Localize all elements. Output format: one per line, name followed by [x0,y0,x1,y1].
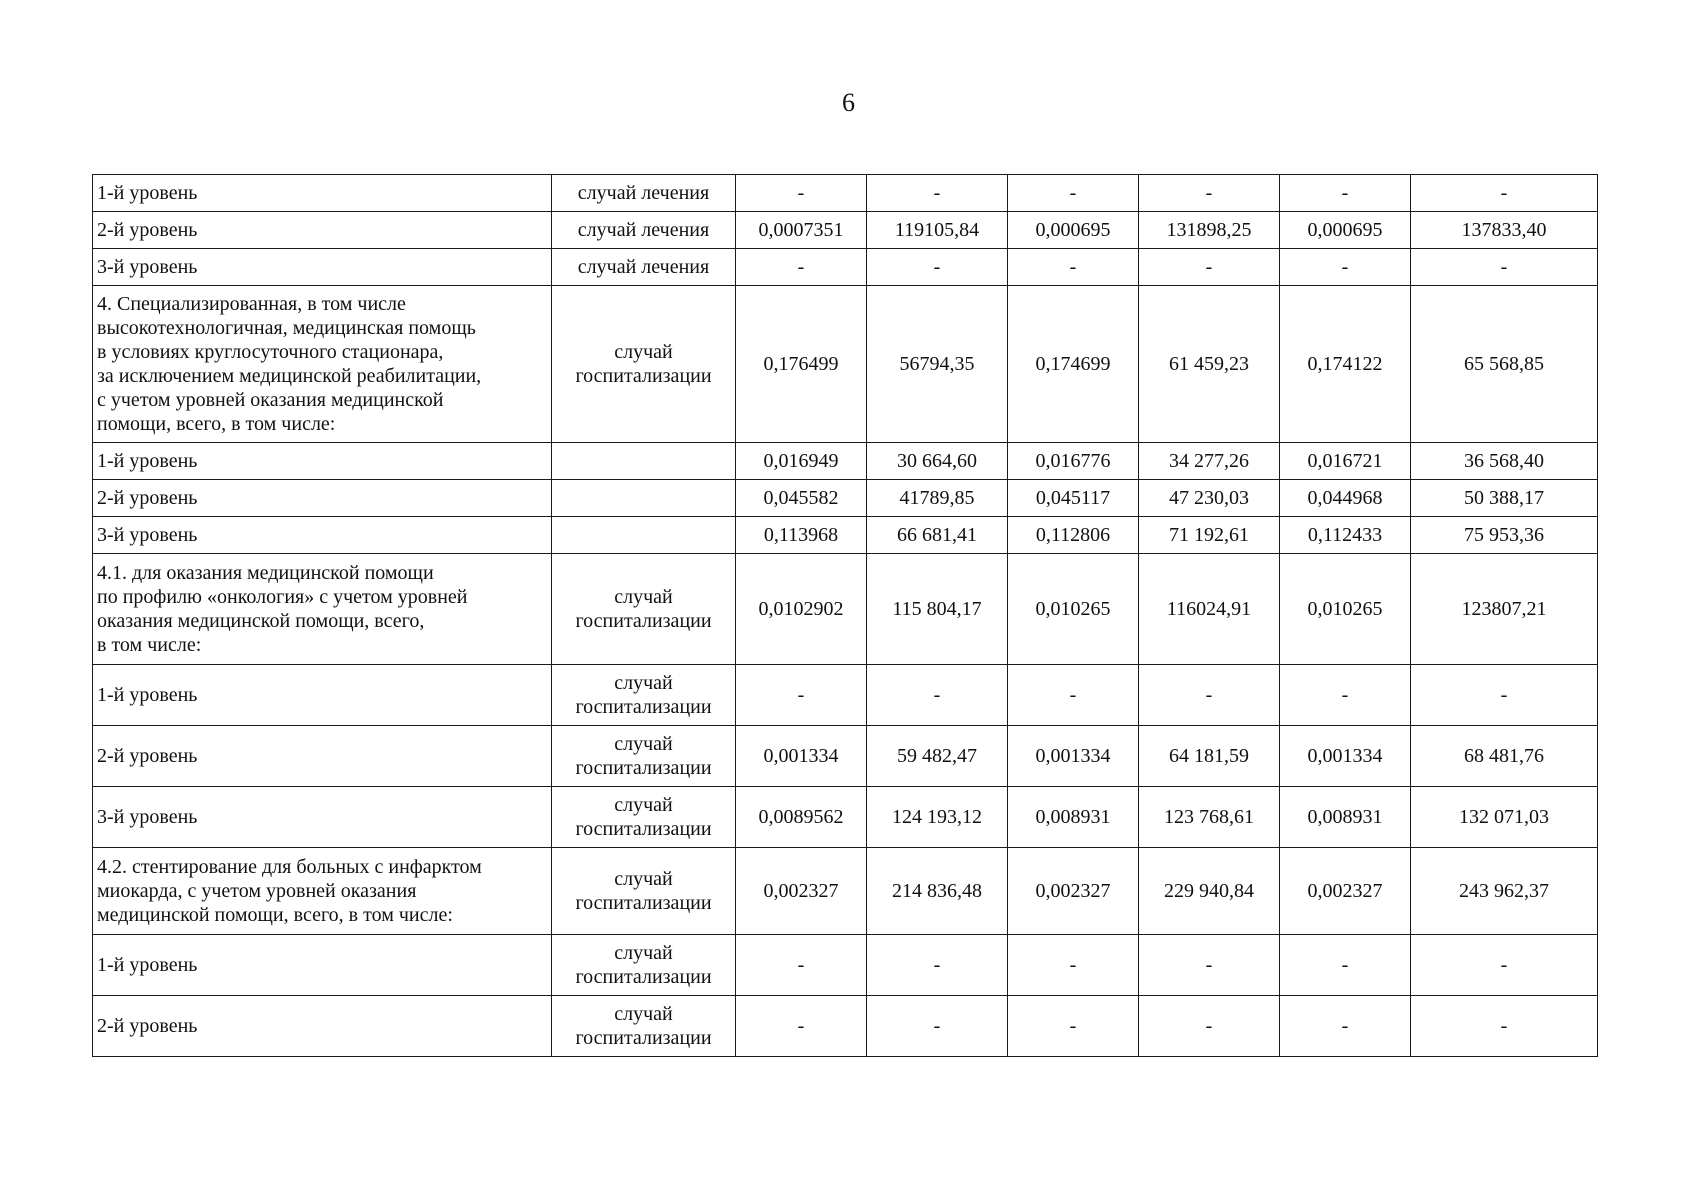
value-cell: 0,0089562 [736,787,867,848]
value-cell: - [1139,249,1280,286]
table-row [93,249,1598,286]
value-cell: - [1411,665,1598,726]
table-body [93,175,1598,1057]
value-cell: 0,001334 [1008,726,1139,787]
unit-cell: случай лечения [552,212,736,249]
table-row [93,996,1598,1057]
table-row [93,480,1598,517]
value-cell: - [1139,175,1280,212]
value-cell: 0,000695 [1008,212,1139,249]
value-cell: - [1008,996,1139,1057]
value-cell: - [736,249,867,286]
value-cell: - [867,935,1008,996]
value-cell: 50 388,17 [1411,480,1598,517]
value-cell: 0,174122 [1280,286,1411,443]
row-label: 2-й уровень [93,212,552,249]
value-cell: 0,045117 [1008,480,1139,517]
value-cell: - [1280,249,1411,286]
row-label: 3-й уровень [93,249,552,286]
value-cell: - [1411,249,1598,286]
value-cell: - [1411,935,1598,996]
value-cell: 68 481,76 [1411,726,1598,787]
value-cell: - [1008,175,1139,212]
value-cell: 0,008931 [1280,787,1411,848]
table-row [93,286,1598,443]
value-cell: - [867,175,1008,212]
value-cell: 61 459,23 [1139,286,1280,443]
row-label: 4. Специализированная, в том числе высокотехнологичная, медицинская помощь в условиях круглосуточного стационара, за исключением медицинской реабилитации, с учетом уровней оказания медицинской помощи, всего, в том числе: [93,286,552,443]
value-cell: 0,016721 [1280,443,1411,480]
value-cell: - [1139,935,1280,996]
value-cell: - [1008,665,1139,726]
value-cell: 0,112433 [1280,517,1411,554]
row-label: 1-й уровень [93,443,552,480]
value-cell: 243 962,37 [1411,848,1598,935]
table-row [93,848,1598,935]
value-cell: 41789,85 [867,480,1008,517]
value-cell: 0,0007351 [736,212,867,249]
value-cell: - [1280,175,1411,212]
value-cell: 0,001334 [1280,726,1411,787]
value-cell: - [867,249,1008,286]
value-cell: 0,016949 [736,443,867,480]
value-cell: 123 768,61 [1139,787,1280,848]
unit-cell [552,480,736,517]
unit-cell: случай госпитализации [552,665,736,726]
value-cell: 0,176499 [736,286,867,443]
value-cell: 0,010265 [1008,554,1139,665]
row-label: 1-й уровень [93,175,552,212]
table-row [93,175,1598,212]
value-cell: - [1139,996,1280,1057]
value-cell: 0,174699 [1008,286,1139,443]
value-cell: 0,002327 [1280,848,1411,935]
value-cell: 66 681,41 [867,517,1008,554]
value-cell: 123807,21 [1411,554,1598,665]
value-cell: 65 568,85 [1411,286,1598,443]
unit-cell: случай лечения [552,175,736,212]
value-cell: - [736,996,867,1057]
value-cell: 0,045582 [736,480,867,517]
value-cell: 0,016776 [1008,443,1139,480]
row-label: 1-й уровень [93,665,552,726]
unit-cell: случай госпитализации [552,554,736,665]
table-row [93,554,1598,665]
unit-cell: случай госпитализации [552,935,736,996]
value-cell: 115 804,17 [867,554,1008,665]
value-cell: 229 940,84 [1139,848,1280,935]
value-cell: 131898,25 [1139,212,1280,249]
value-cell: 0,002327 [1008,848,1139,935]
value-cell: 0,002327 [736,848,867,935]
unit-cell: случай госпитализации [552,286,736,443]
value-cell: 132 071,03 [1411,787,1598,848]
row-label: 3-й уровень [93,787,552,848]
value-cell: 36 568,40 [1411,443,1598,480]
unit-cell: случай госпитализации [552,726,736,787]
row-label: 2-й уровень [93,726,552,787]
value-cell: 47 230,03 [1139,480,1280,517]
value-cell: 59 482,47 [867,726,1008,787]
table-row [93,726,1598,787]
value-cell: 119105,84 [867,212,1008,249]
value-cell: 56794,35 [867,286,1008,443]
table-row [93,443,1598,480]
row-label: 1-й уровень [93,935,552,996]
value-cell: - [736,175,867,212]
value-cell: - [867,996,1008,1057]
unit-cell: случай госпитализации [552,848,736,935]
value-cell: 0,113968 [736,517,867,554]
value-cell: - [867,665,1008,726]
value-cell: - [1280,935,1411,996]
value-cell: 0,112806 [1008,517,1139,554]
row-label: 2-й уровень [93,996,552,1057]
row-label: 3-й уровень [93,517,552,554]
value-cell: 0,044968 [1280,480,1411,517]
value-cell: 0,000695 [1280,212,1411,249]
row-label: 4.1. для оказания медицинской помощи по профилю «онкология» с учетом уровней оказания медицинской помощи, всего, в том числе: [93,554,552,665]
value-cell: - [1411,175,1598,212]
value-cell: 0,010265 [1280,554,1411,665]
value-cell: - [1280,665,1411,726]
value-cell: 34 277,26 [1139,443,1280,480]
value-cell: 214 836,48 [867,848,1008,935]
unit-cell: случай госпитализации [552,787,736,848]
table-row [93,665,1598,726]
value-cell: - [1008,249,1139,286]
value-cell: 0,0102902 [736,554,867,665]
table-row [93,935,1598,996]
value-cell: 30 664,60 [867,443,1008,480]
value-cell: - [1280,996,1411,1057]
value-cell: - [1139,665,1280,726]
value-cell: 0,008931 [1008,787,1139,848]
value-cell: - [736,665,867,726]
value-cell: 71 192,61 [1139,517,1280,554]
data-table [92,174,1598,1057]
unit-cell [552,443,736,480]
value-cell: - [1008,935,1139,996]
unit-cell: случай лечения [552,249,736,286]
value-cell: 116024,91 [1139,554,1280,665]
unit-cell [552,517,736,554]
table-row [93,787,1598,848]
unit-cell: случай госпитализации [552,996,736,1057]
row-label: 2-й уровень [93,480,552,517]
value-cell: - [736,935,867,996]
value-cell: 124 193,12 [867,787,1008,848]
value-cell: - [1411,996,1598,1057]
value-cell: 64 181,59 [1139,726,1280,787]
value-cell: 0,001334 [736,726,867,787]
table-row [93,517,1598,554]
value-cell: 137833,40 [1411,212,1598,249]
table-row [93,212,1598,249]
value-cell: 75 953,36 [1411,517,1598,554]
row-label: 4.2. стентирование для больных с инфарктом миокарда, с учетом уровней оказания медицинской помощи, всего, в том числе: [93,848,552,935]
page-number: 6 [842,88,855,117]
